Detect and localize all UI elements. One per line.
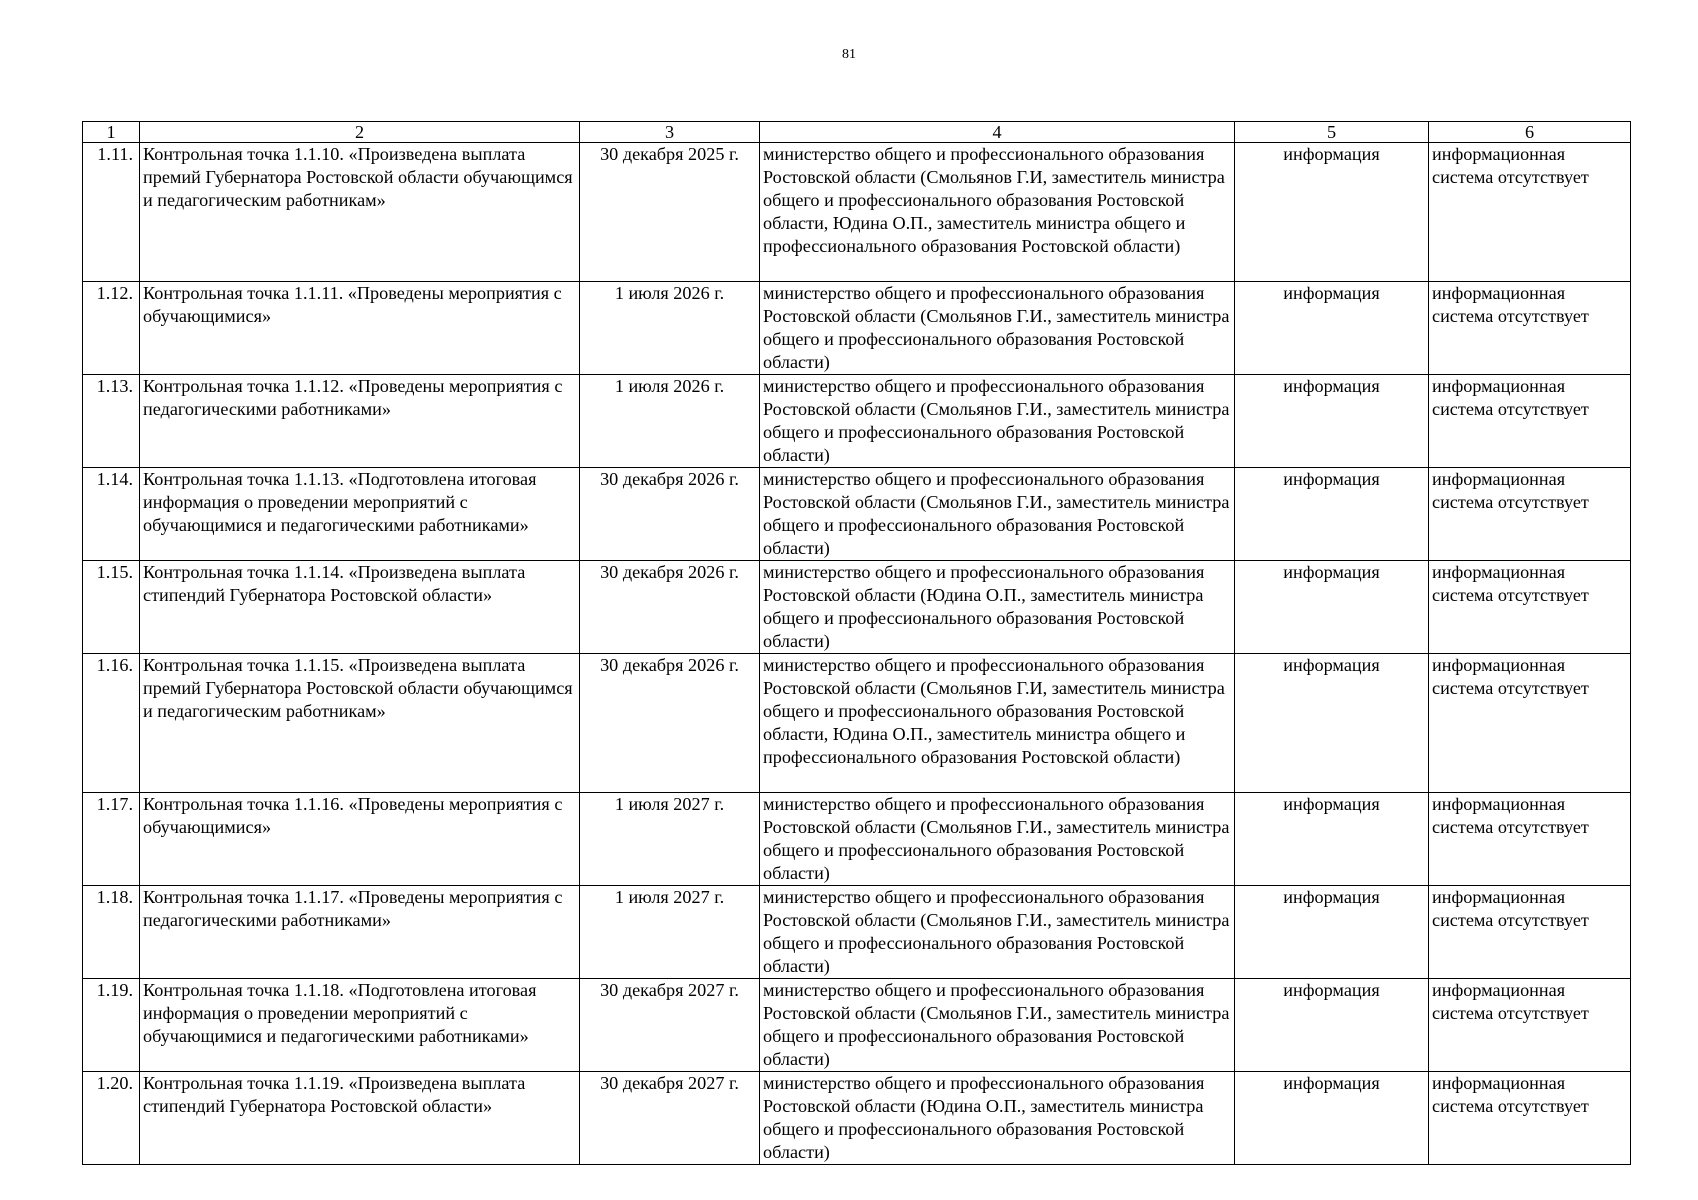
table-row [83, 375, 1631, 468]
document-type: информация [1235, 793, 1429, 886]
table-row [83, 468, 1631, 561]
control-point-text: Контрольная точка 1.1.12. «Проведены мероприятия с педагогическими работниками» [140, 375, 580, 468]
control-point-text: Контрольная точка 1.1.16. «Проведены мероприятия с обучающимися» [140, 793, 580, 886]
information-system: информационная система отсутствует [1429, 143, 1631, 282]
control-point-text: Контрольная точка 1.1.10. «Произведена выплата премий Губернатора Ростовской области обучающимся и педагогическим работникам» [140, 143, 580, 282]
row-number: 1.12. [83, 282, 140, 375]
due-date: 30 декабря 2027 г. [580, 1072, 760, 1165]
table-row [83, 561, 1631, 654]
control-point-text: Контрольная точка 1.1.14. «Произведена выплата стипендий Губернатора Ростовской области» [140, 561, 580, 654]
row-number: 1.11. [83, 143, 140, 282]
information-system: информационная система отсутствует [1429, 1072, 1631, 1165]
responsible-party: министерство общего и профессионального образования Ростовской области (Юдина О.П., заместитель министра общего и профессионального образования Ростовской области) [760, 561, 1235, 654]
information-system: информационная система отсутствует [1429, 654, 1631, 793]
row-number: 1.18. [83, 886, 140, 979]
information-system: информационная система отсутствует [1429, 561, 1631, 654]
information-system: информационная система отсутствует [1429, 375, 1631, 468]
information-system: информационная система отсутствует [1429, 793, 1631, 886]
row-number: 1.20. [83, 1072, 140, 1165]
due-date: 30 декабря 2026 г. [580, 654, 760, 793]
table-row [83, 654, 1631, 793]
row-number: 1.16. [83, 654, 140, 793]
responsible-party: министерство общего и профессионального образования Ростовской области (Смольянов Г.И., заместитель министра общего и профессионального образования Ростовской области) [760, 886, 1235, 979]
control-point-text: Контрольная точка 1.1.18. «Подготовлена итоговая информация о проведении мероприятий с обучающимися и педагогическими работниками» [140, 979, 580, 1072]
document-type: информация [1235, 143, 1429, 282]
table-row [83, 979, 1631, 1072]
due-date: 30 декабря 2026 г. [580, 468, 760, 561]
row-number: 1.19. [83, 979, 140, 1072]
control-points-table [82, 121, 1631, 1165]
row-number: 1.14. [83, 468, 140, 561]
page-number: 81 [842, 47, 856, 62]
control-point-text: Контрольная точка 1.1.11. «Проведены мероприятия с обучающимися» [140, 282, 580, 375]
document-type: информация [1235, 375, 1429, 468]
responsible-party: министерство общего и профессионального образования Ростовской области (Смольянов Г.И., заместитель министра общего и профессионального образования Ростовской области) [760, 979, 1235, 1072]
document-type: информация [1235, 654, 1429, 793]
responsible-party: министерство общего и профессионального образования Ростовской области (Смольянов Г.И., заместитель министра общего и профессионального образования Ростовской области) [760, 375, 1235, 468]
information-system: информационная система отсутствует [1429, 979, 1631, 1072]
row-number: 1.13. [83, 375, 140, 468]
information-system: информационная система отсутствует [1429, 282, 1631, 375]
responsible-party: министерство общего и профессионального образования Ростовской области (Смольянов Г.И, заместитель министра общего и профессионального образования Ростовской области, Юдина О.П., заместитель министра общего и профессионального образования Ростовской области) [760, 143, 1235, 282]
document-type: информация [1235, 282, 1429, 375]
header-row [83, 122, 1631, 143]
due-date: 30 декабря 2027 г. [580, 979, 760, 1072]
document-type: информация [1235, 886, 1429, 979]
control-point-text: Контрольная точка 1.1.19. «Произведена выплата стипендий Губернатора Ростовской области» [140, 1072, 580, 1165]
column-header-2: 2 [140, 122, 580, 143]
table-row [83, 793, 1631, 886]
document-type: информация [1235, 468, 1429, 561]
document-type: информация [1235, 561, 1429, 654]
control-point-text: Контрольная точка 1.1.15. «Произведена выплата премий Губернатора Ростовской области обучающимся и педагогическим работникам» [140, 654, 580, 793]
column-header-6: 6 [1429, 122, 1631, 143]
due-date: 30 декабря 2026 г. [580, 561, 760, 654]
table-row [83, 886, 1631, 979]
document-type: информация [1235, 979, 1429, 1072]
column-header-1: 1 [83, 122, 140, 143]
responsible-party: министерство общего и профессионального образования Ростовской области (Смольянов Г.И., заместитель министра общего и профессионального образования Ростовской области) [760, 282, 1235, 375]
information-system: информационная система отсутствует [1429, 468, 1631, 561]
table-row [83, 282, 1631, 375]
column-header-3: 3 [580, 122, 760, 143]
row-number: 1.17. [83, 793, 140, 886]
responsible-party: министерство общего и профессионального образования Ростовской области (Смольянов Г.И., заместитель министра общего и профессионального образования Ростовской области) [760, 793, 1235, 886]
control-point-text: Контрольная точка 1.1.13. «Подготовлена итоговая информация о проведении мероприятий с обучающимися и педагогическими работниками» [140, 468, 580, 561]
responsible-party: министерство общего и профессионального образования Ростовской области (Смольянов Г.И., заместитель министра общего и профессионального образования Ростовской области) [760, 468, 1235, 561]
table-row [83, 1072, 1631, 1165]
row-number: 1.15. [83, 561, 140, 654]
due-date: 30 декабря 2025 г. [580, 143, 760, 282]
due-date: 1 июля 2026 г. [580, 282, 760, 375]
responsible-party: министерство общего и профессионального образования Ростовской области (Юдина О.П., заместитель министра общего и профессионального образования Ростовской области) [760, 1072, 1235, 1165]
information-system: информационная система отсутствует [1429, 886, 1631, 979]
due-date: 1 июля 2026 г. [580, 375, 760, 468]
table-row [83, 143, 1631, 282]
column-header-5: 5 [1235, 122, 1429, 143]
responsible-party: министерство общего и профессионального образования Ростовской области (Смольянов Г.И, заместитель министра общего и профессионального образования Ростовской области, Юдина О.П., заместитель министра общего и профессионального образования Ростовской области) [760, 654, 1235, 793]
due-date: 1 июля 2027 г. [580, 793, 760, 886]
due-date: 1 июля 2027 г. [580, 886, 760, 979]
control-point-text: Контрольная точка 1.1.17. «Проведены мероприятия с педагогическими работниками» [140, 886, 580, 979]
column-header-4: 4 [760, 122, 1235, 143]
document-type: информация [1235, 1072, 1429, 1165]
